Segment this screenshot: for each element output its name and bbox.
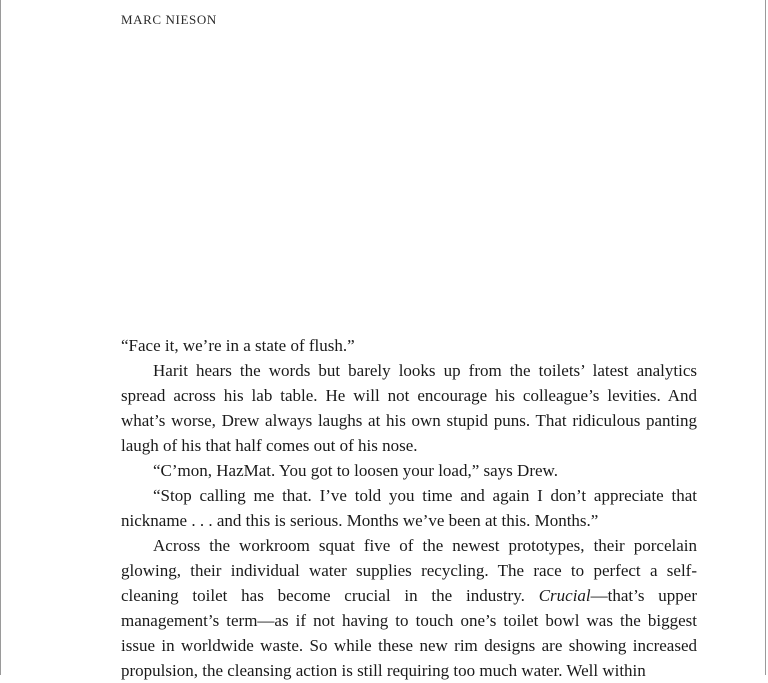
paragraph: “Stop calling me that. I’ve told you time and again I don’t appreciate that nickname . . . and this is serious. Months we’ve been at this. Months.” xyxy=(121,486,697,530)
paragraph: Harit hears the words but barely looks up from the toilets’ latest analytics spread across his lab table. He will not encourage his colleague’s levities. And what’s worse, Drew always laughs at his own stupid puns. That ridiculous panting laugh of his that half comes out of his nose. xyxy=(121,361,697,455)
paragraph: “Face it, we’re in a state of flush.” xyxy=(121,336,355,355)
running-head: MARC NIESON xyxy=(121,12,217,27)
paragraph-text: Across the workroom squat five of the newest prototypes, their porcelain glowing, their individual water supplies recycling. The race to perfect a self-cleaning toilet has become crucial in the industry. xyxy=(121,536,697,605)
paragraph-text: —that’s upper management’s term—as if not having to touch one’s toilet bowl was the biggest issue in worldwide waste. So while these new rim designs are showing increased propulsion, the cleansing action is still requiring too much water. Well within xyxy=(121,586,697,680)
body-text xyxy=(121,333,697,683)
paragraph: “C’mon, HazMat. You got to loosen your load,” says Drew. xyxy=(153,461,558,480)
paragraph xyxy=(121,533,697,683)
italic-term: Crucial xyxy=(538,586,591,605)
